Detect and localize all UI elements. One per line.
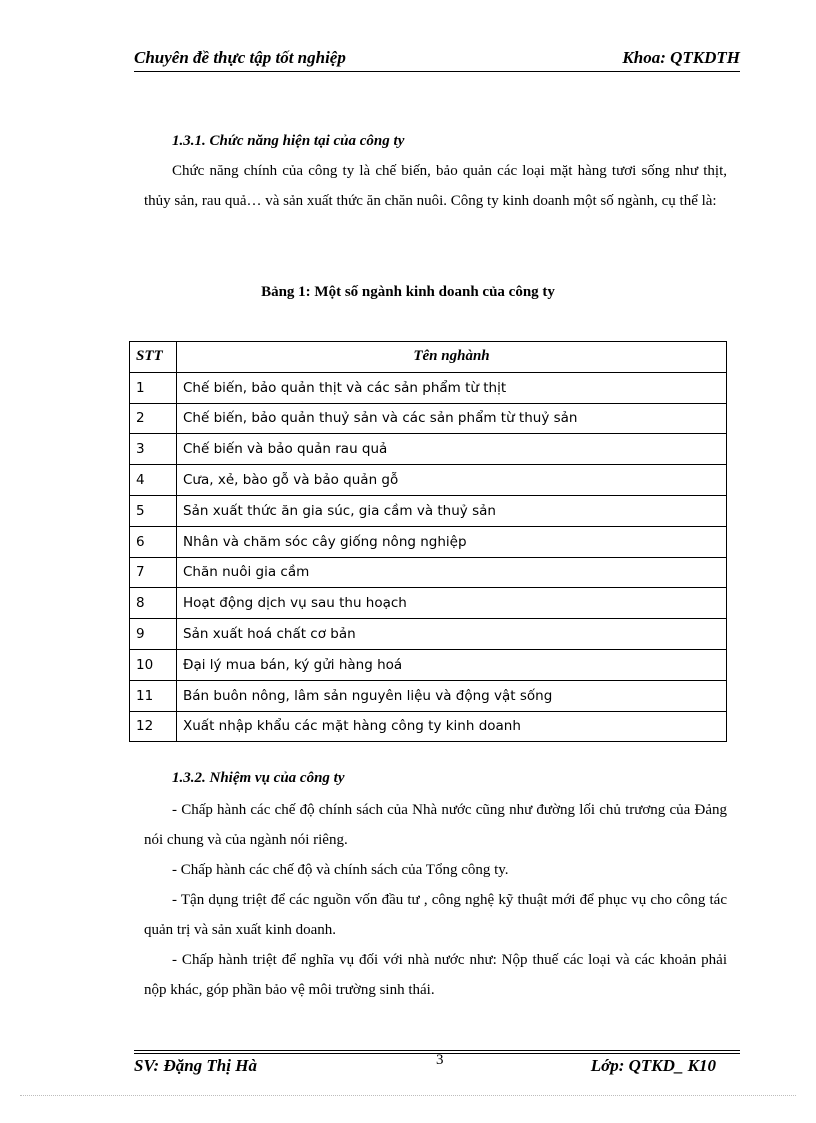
page-header bbox=[134, 48, 740, 72]
footer-student-name: SV: Đặng Thị Hà bbox=[134, 1056, 257, 1075]
duty-item bbox=[144, 885, 727, 945]
section-heading-functions: 1.3.1. Chức năng hiện tại của công ty bbox=[172, 133, 405, 149]
table-row bbox=[130, 495, 727, 526]
duty-text: - Chấp hành triệt để nghĩa vụ đối với nhà nước như: Nộp thuế các loại và các khoản phải nộp khác, góp phần bảo vệ môi trường sinh thái. bbox=[144, 952, 727, 998]
row-number: 4 bbox=[130, 465, 177, 496]
row-business-line: Chế biến, bảo quản thịt và các sản phẩm từ thịt bbox=[177, 372, 727, 403]
table-row bbox=[130, 526, 727, 557]
table-header-row bbox=[130, 342, 727, 373]
row-business-line: Chăn nuôi gia cầm bbox=[177, 557, 727, 588]
row-business-line: Bán buôn nông, lâm sản nguyên liệu và động vật sống bbox=[177, 680, 727, 711]
footer-class: Lớp: QTKD_ K10 bbox=[590, 1056, 716, 1075]
table-row bbox=[130, 434, 727, 465]
table-row bbox=[130, 465, 727, 496]
row-number: 2 bbox=[130, 403, 177, 434]
row-business-line: Sản xuất hoá chất cơ bản bbox=[177, 619, 727, 650]
column-header-name: Tên nghành bbox=[177, 342, 727, 373]
row-number: 10 bbox=[130, 649, 177, 680]
table-row bbox=[130, 680, 727, 711]
row-number: 11 bbox=[130, 680, 177, 711]
header-rule bbox=[134, 71, 740, 72]
table-row bbox=[130, 372, 727, 403]
header-faculty: Khoa: QTKDTH bbox=[622, 48, 740, 67]
page-bottom-border bbox=[20, 1095, 796, 1096]
row-business-line: Cưa, xẻ, bào gỗ và bảo quản gỗ bbox=[177, 465, 727, 496]
row-business-line: Xuất nhập khẩu các mặt hàng công ty kinh doanh bbox=[177, 711, 727, 742]
duty-item bbox=[144, 945, 727, 1005]
row-business-line: Nhân và chăm sóc cây giống nông nghiệp bbox=[177, 526, 727, 557]
table-row bbox=[130, 649, 727, 680]
row-number: 12 bbox=[130, 711, 177, 742]
row-number: 7 bbox=[130, 557, 177, 588]
row-number: 1 bbox=[130, 372, 177, 403]
duty-item bbox=[144, 855, 727, 885]
table-row bbox=[130, 619, 727, 650]
row-business-line: Hoạt động dịch vụ sau thu hoạch bbox=[177, 588, 727, 619]
page-number: 3 bbox=[436, 1052, 444, 1068]
section-duties-text bbox=[144, 795, 727, 1005]
footer-rule-top bbox=[134, 1050, 740, 1051]
table-caption: Bảng 1: Một số ngành kinh doanh của công ty bbox=[261, 284, 555, 300]
table-row bbox=[130, 711, 727, 742]
duty-item bbox=[144, 795, 727, 855]
row-number: 6 bbox=[130, 526, 177, 557]
page-footer bbox=[134, 1056, 740, 1080]
header-document-title: Chuyên đề thực tập tốt nghiệp bbox=[134, 48, 346, 67]
duty-text: - Tận dụng triệt để các nguồn vốn đầu tư , công nghệ kỹ thuật mới để phục vụ cho công tác quản trị và sản xuất kinh doanh. bbox=[144, 892, 727, 938]
row-business-line: Đại lý mua bán, ký gửi hàng hoá bbox=[177, 649, 727, 680]
row-number: 9 bbox=[130, 619, 177, 650]
functions-text: Chức năng chính của công ty là chế biến, bảo quản các loại mặt hàng tươi sống như thịt, thủy sản, rau quả… và sản xuất thức ăn chăn nuôi. Công ty kinh doanh một số ngành, cụ thể là: bbox=[144, 163, 727, 209]
column-header-stt: STT bbox=[130, 342, 177, 373]
row-number: 8 bbox=[130, 588, 177, 619]
section-functions-paragraph bbox=[144, 156, 727, 216]
row-number: 3 bbox=[130, 434, 177, 465]
row-business-line: Chế biến, bảo quản thuỷ sản và các sản phẩm từ thuỷ sản bbox=[177, 403, 727, 434]
duty-text: - Chấp hành các chế độ và chính sách của Tổng công ty. bbox=[172, 862, 509, 878]
duty-text: - Chấp hành các chế độ chính sách của Nhà nước cũng như đường lối chủ trương của Đảng nói chung và của ngành nói riêng. bbox=[144, 802, 727, 848]
section-heading-duties: 1.3.2. Nhiệm vụ của công ty bbox=[172, 770, 345, 786]
row-business-line: Chế biến và bảo quản rau quả bbox=[177, 434, 727, 465]
table-row bbox=[130, 403, 727, 434]
row-business-line: Sản xuất thức ăn gia súc, gia cầm và thuỷ sản bbox=[177, 495, 727, 526]
table-row bbox=[130, 588, 727, 619]
business-lines-table bbox=[129, 341, 727, 742]
row-number: 5 bbox=[130, 495, 177, 526]
table-row bbox=[130, 557, 727, 588]
